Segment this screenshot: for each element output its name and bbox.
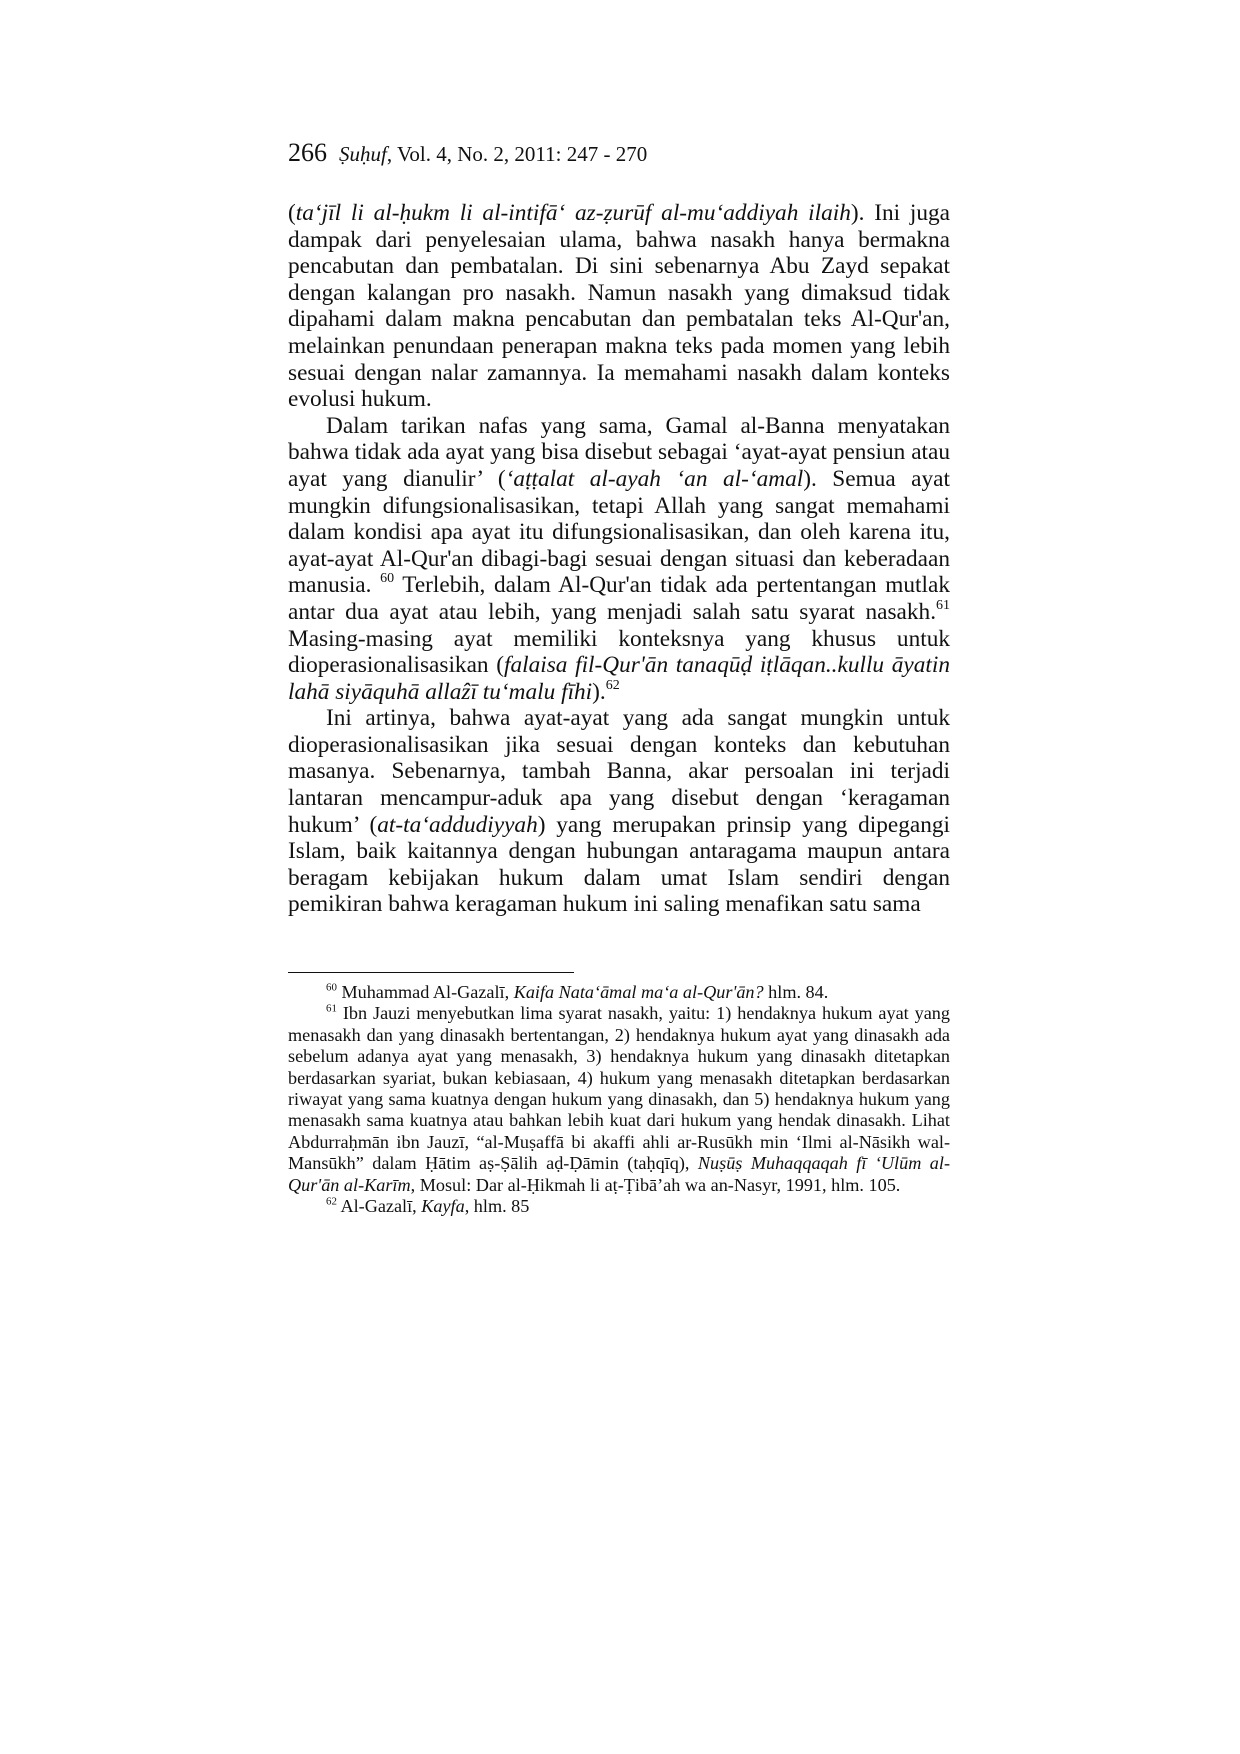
footnote — [288, 1196, 950, 1217]
text-run: Masing-masing ayat memiliki konteksnya yang khusus untuk dioperasionalisasikan ( — [288, 625, 950, 679]
text-run: Ini artinya, bahwa ayat-ayat yang ada sangat mungkin untuk dioperasionalisasikan jika sesuai dengan konteks dan kebutuhan masanya. Sebenarnya, tambah Banna, akar persoalan ini terjadi lantaran mencampur-aduk apa yang disebut dengan ‘keragaman hukum’ ( — [288, 705, 950, 838]
page-number: 266 — [288, 138, 327, 167]
footnote-number: 61 — [326, 1002, 337, 1015]
body-text — [288, 200, 950, 918]
text-run: ). Semua ayat mungkin difungsionalisasikan, tetapi Allah yang sangat memahami dalam kondisi apa ayat itu difungsionalisasikan, dan oleh karena itu, ayat-ayat Al-Qur'an dibagi-bagi sesuai dengan situasi dan keberadaan manusia. — [288, 465, 950, 599]
footnote-number: 62 — [326, 1195, 337, 1208]
footnote-text — [337, 1196, 529, 1216]
text-run: Muhammad Al-Gazalī, — [336, 982, 514, 1002]
text-run: Al-Gazalī, — [336, 1196, 422, 1217]
italic-term: Kaifa Nata‘āmal ma‘a al-Qur'ān? — [513, 982, 764, 1002]
text-run: ( — [288, 200, 296, 226]
footnote-ref: 61 — [936, 598, 950, 614]
text-run: ). Ini juga dampak dari penyelesaian ulama, bahwa nasakh hanya bermakna pencabutan dan pembatalan. Di sini sebenarnya Abu Zayd sepakat dengan kalangan pro nasakh. Namun nasakh yang dimaksud tidak dipahami dalam makna pencabutan dan pembatalan teks Al-Qur'an, melainkan penundaan penerapan makna teks pada momen yang lebih sesuai dengan nalar zamannya. Ia memahami nasakh dalam konteks evolusi hukum. — [288, 200, 950, 413]
text-run: Dalam tarikan nafas yang sama, Gamal al-Banna menyatakan bahwa tidak ada ayat yang bisa disebut sebagai ‘ayat-ayat pensiun atau ayat yang dianulir’ ( — [288, 412, 950, 492]
italic-term: Nuṣūṣ Muhaqqaqah fī ‘Ulūm al-Qur'ān al-Karīm — [288, 1153, 950, 1195]
footnote-text — [288, 1003, 950, 1194]
footnote-text — [337, 982, 828, 1002]
body-paragraph — [288, 413, 950, 706]
text-run: , hlm. 85 — [464, 1196, 530, 1217]
text-run: Ibn Jauzi menyebutkan lima syarat nasakh, yaitu: 1) hendaknya hukum ayat yang menasakh dan yang dinasakh bertentangan, 2) hendaknya hukum ayat yang dinasakh ada sebelum adanya ayat yang menasakh, 3) hendaknya hukum yang dinasakh ditetapkan berdasarkan syariat, bukan kebiasaan, 4) hukum yang menasakh ditetapkan berdasarkan riwayat yang sama kuatnya dengan hukum yang dinasakh, dan 5) hendaknya hukum yang menasakh sama kuatnya atau bahkan lebih kuat dari hukum yang hendak dinasakh. Lihat Abdurraḥmān ibn Jauzī, “al-Muṣaffā bi akaffi ahli ar-Rusūkh min ‘Ilmi al-Nāsikh wal-Mansūkh” dalam Ḥātim aṣ-Ṣālih aḍ-Ḍāmin (taḥqīq), — [288, 1003, 950, 1174]
footnote — [288, 1003, 950, 1196]
italic-term: at-ta‘addudiyyah — [377, 811, 538, 838]
footnotes — [288, 982, 950, 1217]
text-run: ) yang merupakan prinsip yang dipegangi Islam, baik kaitannya dengan hubungan antaragama maupun antara beragam kebijakan hukum dalam umat Islam sendiri dengan pemikiran bahwa keragaman hukum ini saling menafikan satu sama — [288, 811, 951, 918]
footnote-divider — [288, 972, 574, 973]
text-run: ). — [592, 678, 606, 705]
italic-term: ‘aṭṭalat al-ayah ‘an al-‘amal — [505, 465, 804, 492]
text-run: Terlebih, dalam Al-Qur'an tidak ada pertentangan mutlak antar dua ayat atau lebih, yang menjadi salah satu syarat nasakh. — [288, 572, 950, 625]
body-paragraph — [288, 705, 950, 918]
running-header — [288, 140, 647, 167]
footnote-ref: 62 — [605, 677, 620, 693]
italic-term: falaisa fil-Qur'ān tanaqūḍ iṭlāqan..kullu āyatin lahā siyāquhā allaẑī tu‘malu fīhi — [288, 652, 950, 705]
journal-name: Ṣuḥuf — [339, 142, 387, 166]
footnote — [288, 982, 950, 1003]
text-run: , Mosul: Dar al-Ḥikmah li aṭ-Ṭibā’ah wa an-Nasyr, 1991, hlm. 105. — [410, 1174, 901, 1195]
footnote-ref: 60 — [380, 571, 395, 587]
body-paragraph — [288, 200, 950, 413]
journal-citation: , Vol. 4, No. 2, 2011: 247 - 270 — [386, 142, 648, 166]
italic-term: ta‘jīl li al-ḥukm li al-intifā‘ az-ẓurūf al-mu‘addiyah ilaih — [295, 200, 851, 226]
italic-term: Kayfa — [421, 1196, 465, 1217]
text-run: hlm. 84. — [763, 982, 829, 1002]
footnote-number: 60 — [326, 981, 337, 994]
